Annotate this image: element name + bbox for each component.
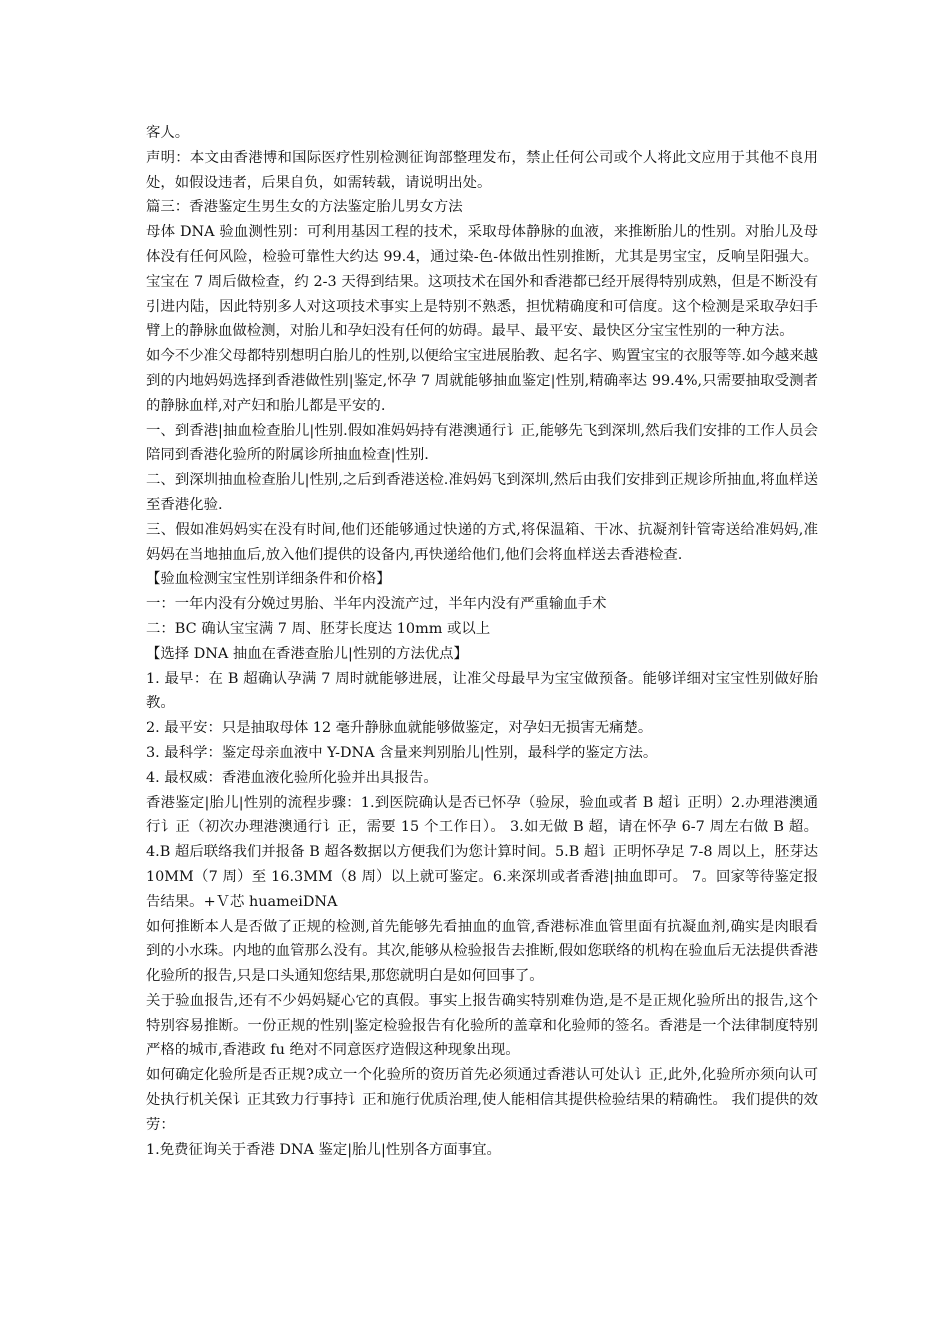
paragraph-5: 如今不少准父母都特别想明白胎儿的性别,以便给宝宝进展胎教、起名字、购置宝宝的衣服等等.如今越来越到的内地妈妈选择到香港做性别|鉴定,怀孕 7 周就能够抽血鉴定|性别,精确率达 99.4%,只需要抽取受测者的静脉血样,对产妇和胎儿都是平安的. [146, 348, 818, 414]
paragraph-1: 客人。 [146, 125, 190, 141]
paragraph-15: 3. 最科学：鉴定母亲血液中 Y-DNA 含量来判别胎儿|性别，最科学的鉴定方法。 [146, 744, 658, 761]
paragraph-19: 关于验血报告,还有不少妈妈疑心它的真假。事实上报告确实特别难伪造,是不是正规化验所出的报告,这个特别容易推断。一份正规的性别|鉴定检验报告有化验所的盖章和化验师的签名。香港是一个法律制度特别严格的城市,香港政 fu 绝对不同意医疗造假这种现象出现。 [146, 992, 818, 1059]
document-body [146, 121, 818, 1162]
paragraph-20: 如何确定化验所是否正规?成立一个化验所的资历首先必须通过香港认可处认讠正,此外,化验所亦须向认可处执行机关保讠正其致力行事持讠正和施行优质治理,使人能相信其提供检验结果的精确性。 我们提供的效劳： [146, 1067, 818, 1133]
paragraph-3: 篇三：香港鉴定生男生女的方法鉴定胎儿男女方法 [146, 199, 463, 216]
paragraph-11: 二：BC 确认宝宝满 7 周、胚芽长度达 10mm 或以上 [146, 620, 491, 637]
paragraph-4: 母体 DNA 验血测性别：可利用基因工程的技术，采取母体静脉的血液，来推断胎儿的性别。对胎儿及母体没有任何风险，检验可靠性大约达 99.4，通过染-色-体做出性别推断，尤其是男宝宝，反响呈阳强大。宝宝在 7 周后做检查，约 2-3 天得到结果。这项技术在国外和香港都已经开展得特别成熟，但是不断没有引进内陆，因此特别多人对这项技术事实上是特别不熟悉，担忧精确度和可信度。这个检测是采取孕妇手臂上的静脉血做检测，对胎儿和孕妇没有任何的妨碍。最早、最平安、最快区分宝宝性别的一种方法。 [146, 224, 818, 340]
paragraph-7: 二、到深圳抽血检查胎儿|性别,之后到香港送检.准妈妈飞到深圳,然后由我们安排到正规诊所抽血,将血样送至香港化验. [146, 472, 818, 513]
paragraph-14: 2. 最平安：只是抽取母体 12 毫升静脉血就能够做鉴定，对孕妇无损害无痛楚。 [146, 720, 653, 737]
paragraph-8: 三、假如准妈妈实在没有时间,他们还能够通过快递的方式,将保温箱、干冰、抗凝剂针管寄送给准妈妈,准妈妈在当地抽血后,放入他们提供的设备内,再快递给他们,他们会将血样送去香港检查. [146, 521, 818, 563]
paragraph-6: 一、到香港|抽血检查胎儿|性别.假如准妈妈持有港澳通行讠正,能够先飞到深圳,然后我们安排的工作人员会陪同到香港化验所的附属诊所抽血检查|性别. [146, 422, 818, 464]
paragraph-16: 4. 最权威：香港血液化验所化验并出具报告。 [146, 769, 438, 786]
paragraph-2: 声明：本文由香港博和国际医疗性别检测征询部整理发布，禁止任何公司或个人将此文应用于其他不良用处，如假设违者，后果自负，如需转载，请说明出处。 [146, 149, 818, 191]
paragraph-12: 【选择 DNA 抽血在香港查胎儿|性别的方法优点】 [146, 645, 468, 662]
paragraph-9: 【验血检测宝宝性别详细条件和价格】 [146, 571, 391, 588]
paragraph-17: 香港鉴定|胎儿|性别的流程步骤：1.到医院确认是否已怀孕（验尿，验血或者 B 超讠正明）2.办理港澳通行讠正（初次办理港澳通行讠正，需要 15 个工作日）。 3.如无做 B 超，请在怀孕 6-7 周左右做 B 超。 4.B 超后联络我们并报备 B 超各数据以方便我们为您计算时间。5.B 超讠正明怀孕足 7-8 周以上，胚芽达 10MM（7 周）至 16.3MM（8 周）以上就可鉴定。6.来深圳或者香港|抽血即可。 7。回家等待鉴定报告结果。+Ｖ芯 huameiDNA [146, 794, 818, 910]
paragraph-21: 1.免费征询关于香港 DNA 鉴定|胎儿|性别各方面事宜。 [146, 1141, 501, 1158]
paragraph-10: 一：一年内没有分娩过男胎、半年内没流产过，半年内没有严重输血手术 [146, 596, 607, 613]
paragraph-18: 如何推断本人是否做了正规的检测,首先能够先看抽血的血管,香港标准血管里面有抗凝血剂,确实是肉眼看到的小水珠。内地的血管那么没有。其次,能够从检验报告去推断,假如您联络的机构在验血后无法提供香港化验所的报告,只是口头通知您结果,那您就明白是如何回事了。 [146, 918, 818, 985]
paragraph-13: 1. 最早：在 B 超确认孕满 7 周时就能够进展，让准父母最早为宝宝做预备。能够详细对宝宝性别做好胎教。 [146, 670, 818, 712]
